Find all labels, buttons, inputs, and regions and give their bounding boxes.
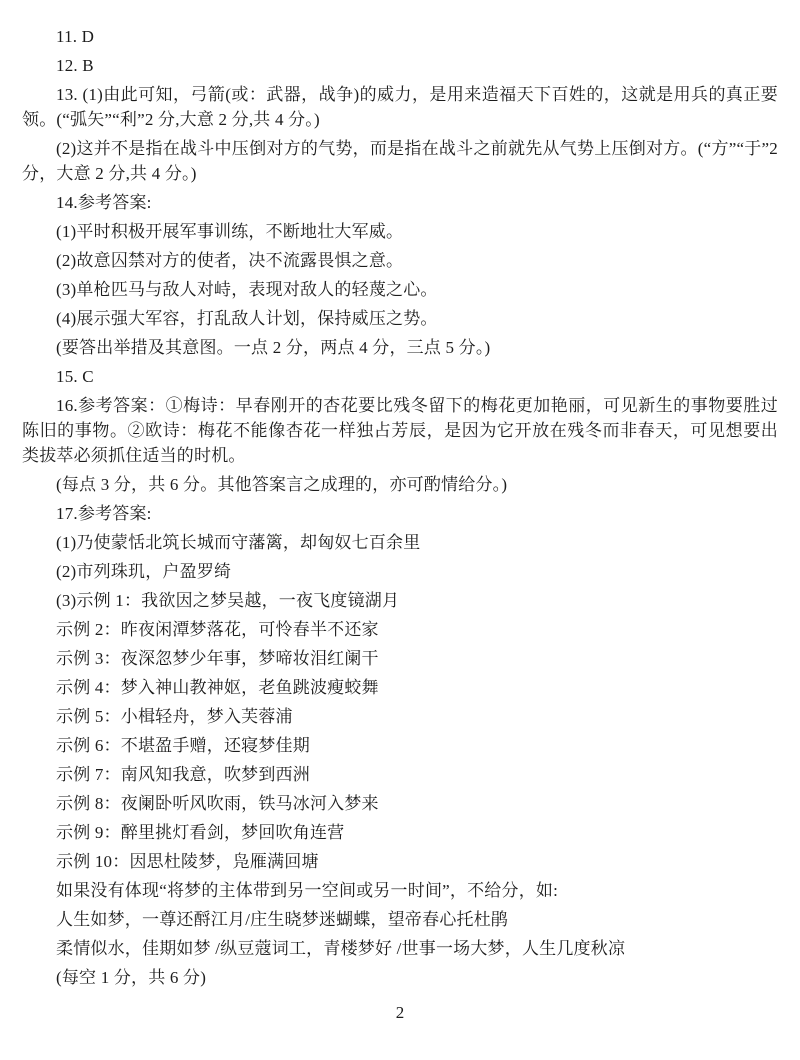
answer-q16-scoring-note: (每点 3 分，共 6 分。其他答案言之成理的，亦可酌情给分。) (56, 475, 508, 494)
answer-q14-item-1: (1)平时积极开展军事训练，不断地壮大军威。 (56, 222, 404, 241)
answer-q14-heading: 14.参考答案: (56, 193, 152, 212)
answer-q17-example-7: 示例 7：南风知我意，吹梦到西洲 (56, 765, 310, 784)
answer-q16-body: 16.参考答案：①梅诗：早春刚开的杏花要比残冬留下的梅花更加艳丽，可见新生的事物要胜过陈旧的事物。②欧诗：梅花不能像杏花一样独占芳辰，是因为它开放在残冬而非春天，可见想要出类拔萃必须抓住适当的时机。 (22, 396, 778, 465)
answer-q17-invalid-example-2: 柔情似水，佳期如梦 /纵豆蔻词工，青楼梦好 /世事一场大梦，人生几度秋凉 (56, 939, 626, 958)
answer-q13-part2: (2)这并不是指在战斗中压倒对方的气势，而是指在战斗之前就先从气势上压倒对方。(“方”“于”2 分，大意 2 分,共 4 分。) (22, 139, 778, 183)
answer-q17-scoring-note: (每空 1 分，共 6 分) (56, 968, 207, 987)
answer-q17-example-10: 示例 10：因思杜陵梦，凫雁满回塘 (56, 852, 319, 871)
answer-q17-example-1: (3)示例 1：我欲因之梦吴越，一夜飞度镜湖月 (56, 591, 400, 610)
answer-q17-heading: 17.参考答案: (56, 504, 152, 523)
answer-q17-example-2: 示例 2：昨夜闲潭梦落花，可怜春半不还家 (56, 620, 379, 639)
answer-q14-scoring-note: (要答出举措及其意图。一点 2 分，两点 4 分，三点 5 分。) (56, 338, 491, 357)
answer-q17-example-4: 示例 4：梦入神山教神妪，老鱼跳波瘦蛟舞 (56, 678, 379, 697)
answer-q17-example-8: 示例 8：夜阑卧听风吹雨，铁马冰河入梦来 (56, 794, 379, 813)
answer-q17-invalid-example-1: 人生如梦，一尊还酹江月/庄生晓梦迷蝴蝶，望帝春心托杜鹃 (56, 910, 509, 929)
answer-q17-example-3: 示例 3：夜深忽梦少年事，梦啼妆泪红阑干 (56, 649, 379, 668)
answer-q14-item-4: (4)展示强大军容，打乱敌人计划，保持威压之势。 (56, 309, 438, 328)
answer-q17-part2: (2)市列珠玑，户盈罗绮 (56, 562, 232, 581)
answer-q17-invalid-rule: 如果没有体现“将梦的主体带到另一空间或另一时间”，不给分，如: (56, 881, 559, 900)
answer-q17-example-6: 示例 6：不堪盈手赠，还寝梦佳期 (56, 736, 310, 755)
answer-q11: 11. D (56, 27, 95, 46)
answer-q15: 15. C (56, 367, 94, 386)
answer-q17-example-5: 示例 5：小楫轻舟，梦入芙蓉浦 (56, 707, 293, 726)
answer-q17-example-9: 示例 9：醉里挑灯看剑，梦回吹角连营 (56, 823, 345, 842)
answer-q14-item-2: (2)故意囚禁对方的使者，决不流露畏惧之意。 (56, 251, 404, 270)
answer-q13-part1: 13. (1)由此可知，弓箭(或：武器，战争)的威力，是用来造福天下百姓的，这就是用兵的真正要领。(“弧矢”“利”2 分,大意 2 分,共 4 分。) (22, 85, 778, 129)
answer-q12: 12. B (56, 56, 94, 75)
answer-q14-item-3: (3)单枪匹马与敌人对峙，表现对敌人的轻蔑之心。 (56, 280, 438, 299)
answer-q17-part1: (1)乃使蒙恬北筑长城而守藩篱，却匈奴七百余里 (56, 533, 421, 552)
page-number: 2 (395, 1003, 405, 1022)
